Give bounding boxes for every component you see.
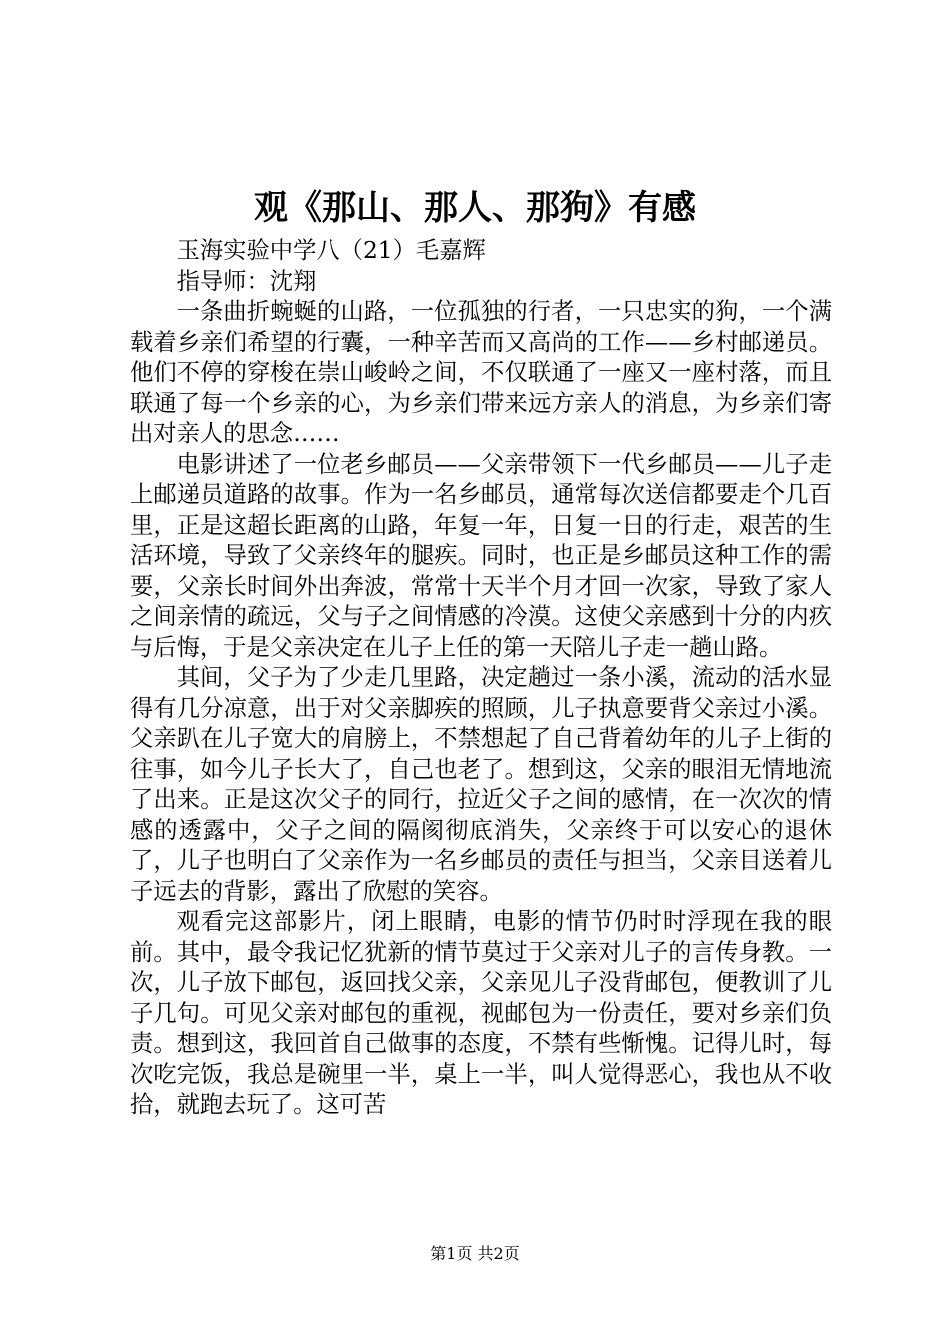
teacher-line: 指导师：沈翔 — [176, 267, 317, 295]
body-paragraph: 观看完这部影片，闭上眼睛，电影的情节仍时时浮现在我的眼前。其中，最令我记忆犹新的情节莫过于父亲对儿子的言传身教。一次，儿子放下邮包，返回找父亲，父亲见儿子没背邮包，便教训了儿子几句。可见父亲对邮包的重视，视邮包为一份责任，要对乡亲们负责。想到这，我回首自己做事的态度，不禁有些惭愧。记得儿时，每次吃完饭，我总是碗里一半，桌上一半，叫人觉得恶心，我也从不收拾，就跑去玩了。这可苦 — [130, 908, 832, 1118]
document-title: 观《那山、那人、那狗》有感 — [254, 188, 696, 228]
page-footer: 第1页 共2页 — [430, 1244, 520, 1263]
body-paragraph: 其间，父子为了少走几里路，决定趟过一条小溪，流动的活水显得有几分凉意，出于对父亲脚疾的照顾，儿子执意要背父亲过小溪。父亲趴在儿子宽大的肩膀上，不禁想起了自己背着幼年的儿子上街的往事，如今儿子长大了，自己也老了。想到这，父亲的眼泪无情地流了出来。正是这次父子的同行，拉近父子之间的感情，在一次次的情感的透露中，父子之间的隔阂彻底消失，父亲终于可以安心的退休了，儿子也明白了父亲作为一名乡邮员的责任与担当，父亲目送着儿子远去的背影，露出了欣慰的笑容。 — [130, 664, 832, 905]
document-body — [130, 236, 832, 1121]
body-paragraph: 一条曲折蜿蜒的山路，一位孤独的行者，一只忠实的狗，一个满载着乡亲们希望的行囊，一种辛苦而又高尚的工作——乡村邮递员。他们不停的穿梭在崇山峻岭之间，不仅联通了一座又一座村落，而且联通了每一个乡亲的心，为乡亲们带来远方亲人的消息，为乡亲们寄出对亲人的思念…… — [130, 298, 832, 447]
author-line: 玉海实验中学八（21）毛嘉辉 — [176, 237, 486, 264]
body-paragraph: 电影讲述了一位老乡邮员——父亲带领下一代乡邮员——儿子走上邮递员道路的故事。作为一名乡邮员，通常每次送信都要走个几百里，正是这超长距离的山路，年复一年，日复一日的行走，艰苦的生活环境，导致了父亲终年的腿疾。同时，也正是乡邮员这种工作的需要，父亲长时间外出奔波，常常十天半个月才回一次家，导致了家人之间亲情的疏远，父与子之间情感的冷漠。这使父亲感到十分的内疚与后悔，于是父亲决定在儿子上任的第一天陪儿子走一趟山路。 — [130, 450, 832, 661]
